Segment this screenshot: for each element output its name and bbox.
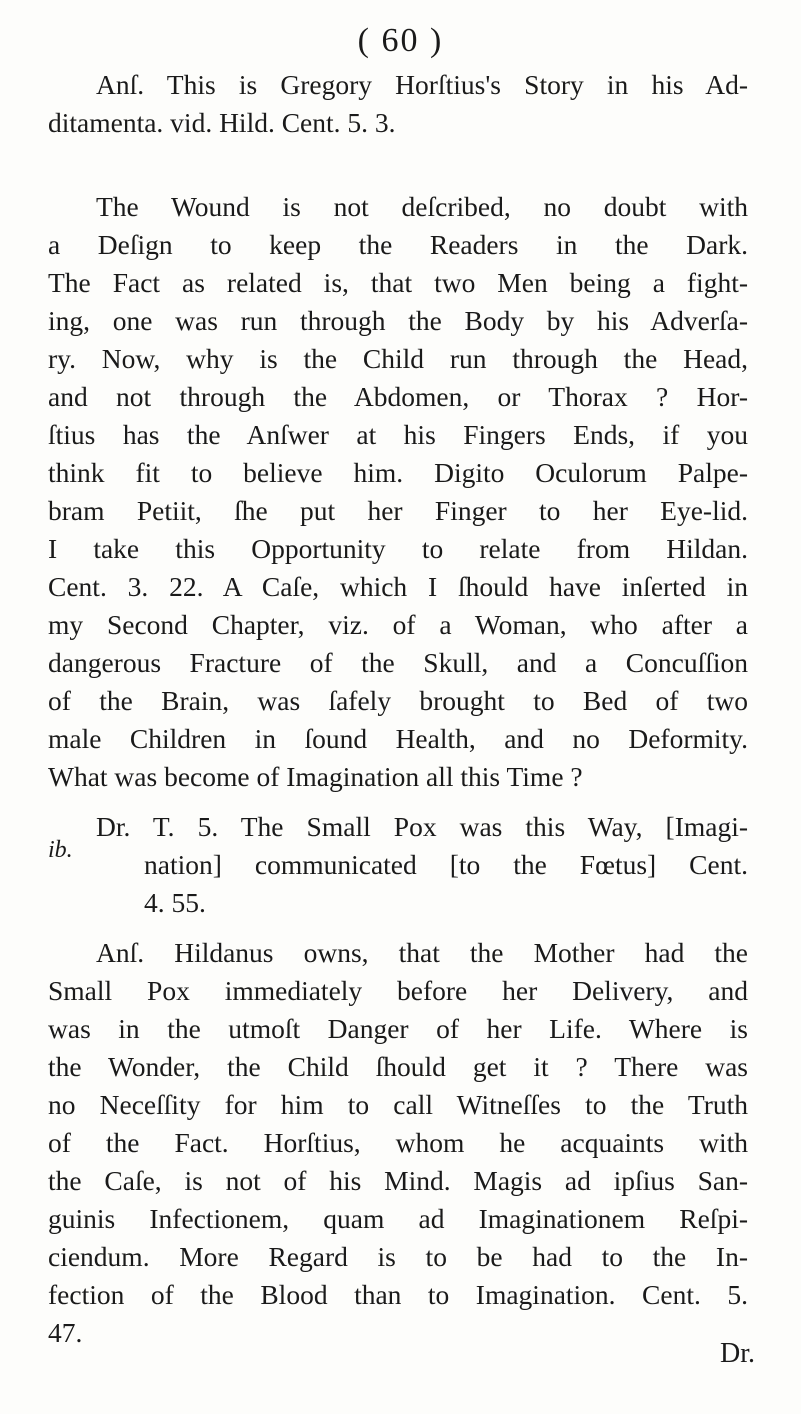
text-line: ſtius has the Anſwer at his Fingers Ends, if you xyxy=(48,419,748,450)
text-line: ditamenta. vid. Hild. Cent. 5. 3. xyxy=(48,107,396,138)
text-line: no Neceſſity for him to call Witneſſes to the Truth xyxy=(48,1089,748,1120)
text-line: Anſ. This is Gregory Horſtius's Story in his Ad- xyxy=(96,69,748,100)
text-line: male Children in ſound Health, and no Deformity. xyxy=(48,723,748,754)
text-line: and not through the Abdomen, or Thorax ? Hor- xyxy=(48,381,748,412)
text-line: bram Petiit, ſhe put her Finger to her Eye-lid. xyxy=(48,495,748,526)
text-line: nation] communicated [to the Fœtus] Cent. xyxy=(144,849,748,880)
text-line: a Deſign to keep the Readers in the Dark. xyxy=(48,229,748,260)
text-line: The Fact as related is, that two Men being a fight- xyxy=(48,267,748,298)
text-line: of the Fact. Horſtius, whom he acquaints with xyxy=(48,1127,748,1158)
text-line: The Wound is not deſcribed, no doubt with xyxy=(96,191,748,222)
paragraph-wound-description xyxy=(48,188,748,796)
margin-note: ib. xyxy=(48,837,73,863)
text-line: Dr. T. 5. The Small Pox was this Way, [Imagi- xyxy=(96,811,748,842)
text-line: my Second Chapter, viz. of a Woman, who after a xyxy=(48,609,748,640)
text-line: fection of the Blood than to Imagination. Cent. 5. xyxy=(48,1279,748,1310)
catchword: Dr. xyxy=(720,1338,755,1369)
text-line: Cent. 3. 22. A Caſe, which I ſhould have inſerted in xyxy=(48,571,748,602)
text-line: 4. 55. xyxy=(144,887,206,918)
text-line: of the Brain, was ſafely brought to Bed of two xyxy=(48,685,748,716)
text-line: dangerous Fracture of the Skull, and a Concuſſion xyxy=(48,647,748,678)
text-line: think fit to believe him. Digito Oculorum Palpe- xyxy=(48,457,748,488)
paragraph-small-pox-claim xyxy=(48,808,748,922)
text-line: What was become of Imagination all this Time ? xyxy=(48,761,583,792)
text-line: Anſ. Hildanus owns, that the Mother had the xyxy=(96,937,748,968)
page-number: ( 60 ) xyxy=(357,22,444,59)
text-line: ry. Now, why is the Child run through the Head, xyxy=(48,343,748,374)
text-line: Small Pox immediately before her Delivery, and xyxy=(48,975,748,1006)
text-line: ciendum. More Regard is to be had to the In- xyxy=(48,1241,748,1272)
text-line: the Caſe, is not of his Mind. Magis ad ipſius San- xyxy=(48,1165,748,1196)
text-line: was in the utmoſt Danger of her Life. Where is xyxy=(48,1013,748,1044)
text-line: guinis Infectionem, quam ad Imaginationem Reſpi- xyxy=(48,1203,748,1234)
text-line: the Wonder, the Child ſhould get it ? There was xyxy=(48,1051,748,1082)
text-line: 47. xyxy=(48,1317,83,1348)
text-line: ing, one was run through the Body by his Adverſa- xyxy=(48,305,748,336)
text-line: I take this Opportunity to relate from Hildan. xyxy=(48,533,748,564)
paragraph-answer-horstius xyxy=(48,66,748,142)
paragraph-answer-hildanus xyxy=(48,934,748,1352)
